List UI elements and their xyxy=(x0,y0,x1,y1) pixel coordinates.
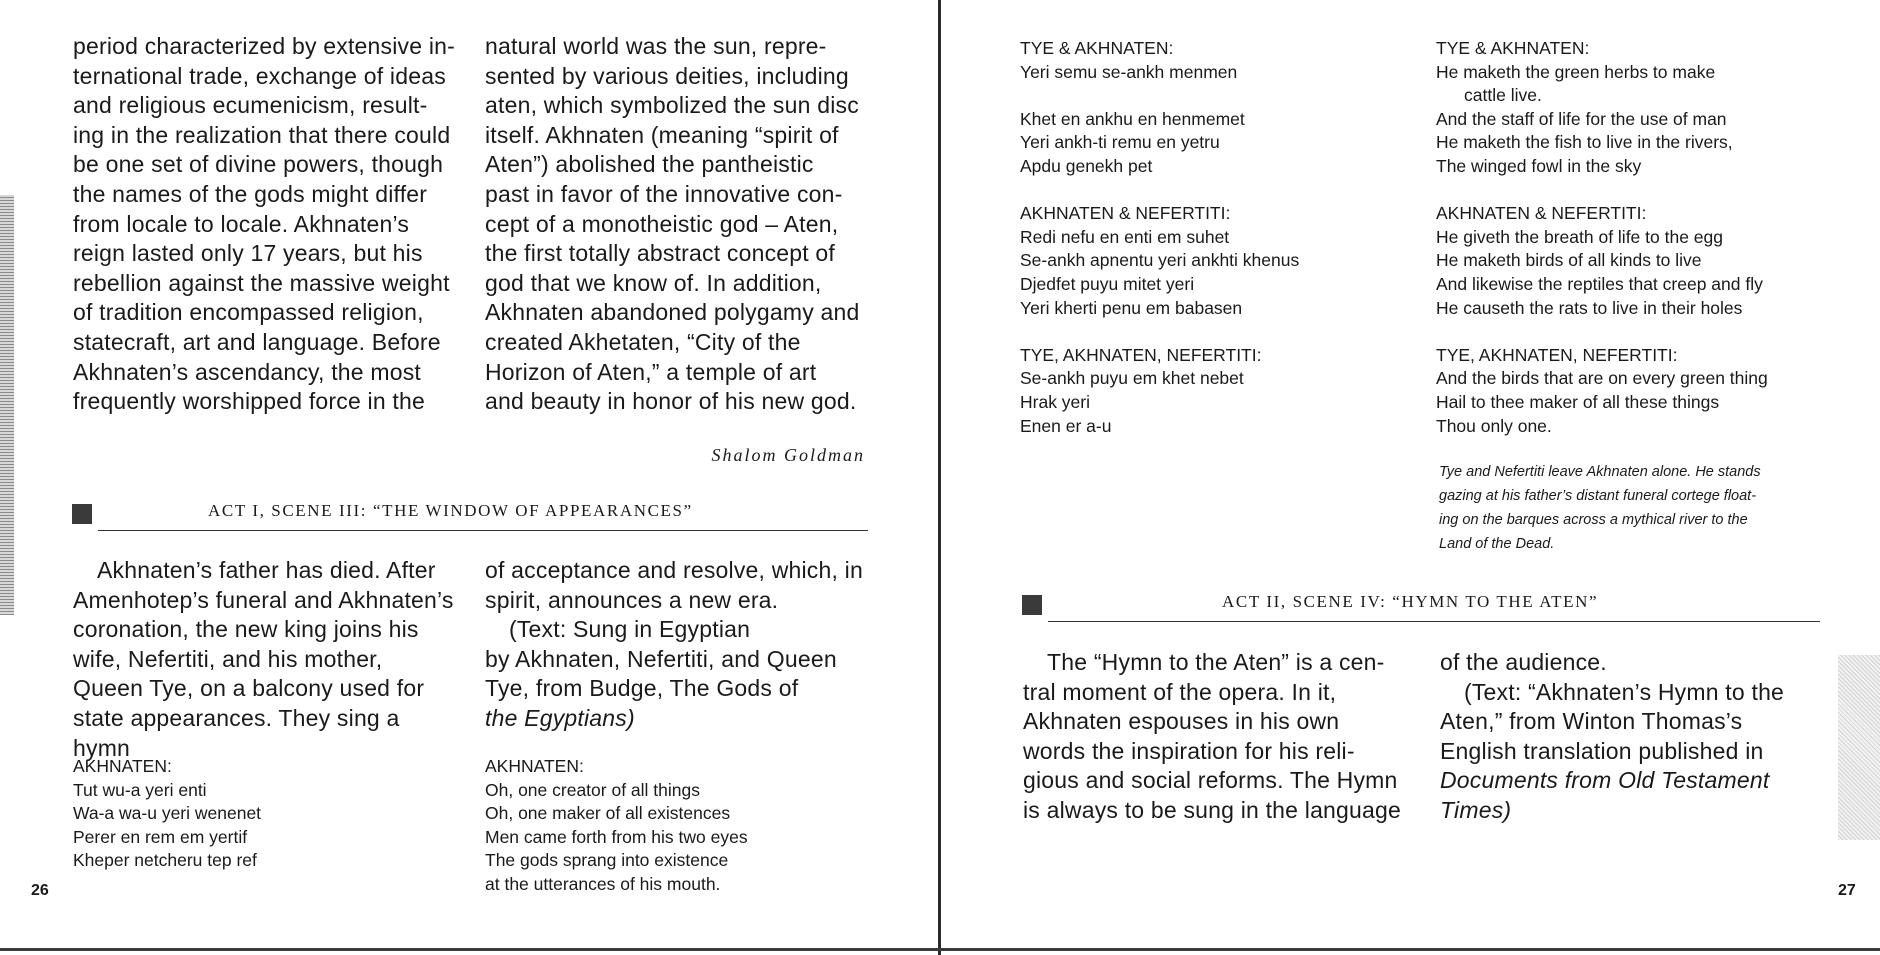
scene-heading xyxy=(72,497,868,531)
scene-rule xyxy=(98,530,868,531)
right-page xyxy=(940,0,1880,955)
lib-block xyxy=(1436,202,1836,320)
text-line: natural world was the sun, repre- xyxy=(485,33,827,59)
text-line: The “Hymn to the Aten” is a cen- xyxy=(1047,649,1385,675)
text-line: Times) xyxy=(1440,796,1512,823)
lyric-line: Thou only one. xyxy=(1436,415,1552,436)
lyric-line: Yeri kherti penu em babasen xyxy=(1020,297,1243,318)
scene-title: ACT I, SCENE III: “THE WINDOW OF APPEARANCES” xyxy=(208,501,693,520)
text-line: of acceptance and resolve, which, in xyxy=(485,557,863,583)
text-line: be one set of divine powers, though xyxy=(73,151,444,178)
scene-marker-square xyxy=(1022,595,1042,615)
text-line: coronation, the new king joins his xyxy=(73,616,419,643)
libretto-english xyxy=(485,755,869,897)
lyric-line: He maketh the green herbs to make xyxy=(1436,61,1716,82)
role-name: TYE & AKHNATEN: xyxy=(1436,38,1590,58)
text-line: Akhnaten abandoned polygamy and xyxy=(485,299,860,326)
scene-title: ACT II, SCENE IV: “HYMN TO THE ATEN” xyxy=(1222,592,1599,611)
lyric-line: The gods sprang into existence xyxy=(485,850,729,871)
text-line: frequently worshipped force in the xyxy=(73,388,426,415)
lyric-line: Redi nefu en enti em suhet xyxy=(1020,226,1230,247)
text-line: past in favor of the innovative con- xyxy=(485,180,843,207)
lyric-line: Se-ankh puyu em khet nebet xyxy=(1020,368,1244,389)
stage-line: Land of the Dead. xyxy=(1439,536,1555,552)
text-line: wife, Nefertiti, and his mother, xyxy=(73,645,383,672)
stage-line: Tye and Nefertiti leave Akhnaten alone. He stands xyxy=(1439,464,1761,480)
scan-edge-strip-right xyxy=(1838,655,1880,840)
text-line: ing in the realization that there could xyxy=(73,121,451,148)
lyric-line: Perer en rem em yertif xyxy=(73,826,248,847)
libretto-egyptian-right xyxy=(1020,37,1420,462)
text-line: period characterized by extensive in- xyxy=(73,33,455,59)
stage-line: gazing at his father’s distant funeral cortege float- xyxy=(1439,488,1757,504)
lyric-line: And the birds that are on every green thing xyxy=(1436,368,1768,389)
text-line: Aten,” from Winton Thomas’s xyxy=(1440,708,1743,735)
lib-block xyxy=(1436,37,1836,179)
text-line: of tradition encompassed religion, xyxy=(73,299,424,326)
text-line: state appearances. They sing a hymn xyxy=(73,704,400,761)
text-line: Aten”) abolished the pantheistic xyxy=(485,151,814,178)
right-col1-bottom xyxy=(1023,648,1423,826)
text-line: Amenhotep’s funeral and Akhnaten’s xyxy=(73,586,454,613)
libretto-english-right xyxy=(1436,37,1836,462)
text-line: Akhnaten’s father has died. After xyxy=(97,557,436,583)
text-line: the first totally abstract concept of xyxy=(485,240,836,267)
text-line: of the audience. xyxy=(1440,649,1607,675)
lyric-line: He causeth the rats to live in their holes xyxy=(1436,297,1743,318)
role-name: AKHNATEN: xyxy=(73,756,172,776)
lyric-line: Men came forth from his two eyes xyxy=(485,826,748,847)
lyric-line: at the utterances of his mouth. xyxy=(485,873,721,894)
lyric-line: He maketh the fish to live in the rivers, xyxy=(1436,132,1733,153)
role-name: AKHNATEN: xyxy=(485,756,584,776)
lyric-line: The winged fowl in the sky xyxy=(1436,155,1642,176)
lyric-line: Kheper netcheru tep ref xyxy=(73,850,257,871)
lyric-line: Se-ankh apnentu yeri ankhti khenus xyxy=(1020,250,1300,271)
text-line: statecraft, art and language. Before xyxy=(73,328,441,355)
role-name: TYE, AKHNATEN, NEFERTITI: xyxy=(1436,344,1678,365)
page-number: 26 xyxy=(31,882,49,899)
left-col1-top xyxy=(73,32,457,417)
text-line: by Akhnaten, Nefertiti, and Queen xyxy=(485,645,837,672)
lyric-line: Apdu genekh pet xyxy=(1020,155,1153,176)
left-col2-top xyxy=(485,32,869,417)
role-name: AKHNATEN & NEFERTITI: xyxy=(1436,203,1647,224)
role-name: AKHNATEN & NEFERTITI: xyxy=(1020,203,1231,224)
role-name: TYE, AKHNATEN, NEFERTITI: xyxy=(1020,344,1262,365)
left-col2-mid xyxy=(485,556,869,734)
text-line: Akhnaten’s ascendancy, the most xyxy=(73,358,421,385)
text-line: (Text: Sung in Egyptian xyxy=(509,616,751,643)
lyric-line: cattle live. xyxy=(1464,85,1542,106)
lyric-line: Yeri ankh-ti remu en yetru xyxy=(1020,132,1220,153)
text-line: and religious ecumenicism, result- xyxy=(73,92,428,119)
text-line: gious and social reforms. The Hymn xyxy=(1023,767,1398,794)
text-line: is always to be sung in the language xyxy=(1023,796,1402,823)
text-line: itself. Akhnaten (meaning “spirit of xyxy=(485,121,839,148)
text-line: English translation published in xyxy=(1440,737,1764,764)
lyric-line: And likewise the reptiles that creep and fly xyxy=(1436,273,1763,294)
text-line: words the inspiration for his reli- xyxy=(1023,737,1355,764)
libretto-egyptian xyxy=(73,755,457,873)
text-line: from locale to locale. Akhnaten’s xyxy=(73,210,410,237)
text-line: ternational trade, exchange of ideas xyxy=(73,62,446,89)
text-line: (Text: “Akhnaten’s Hymn to the xyxy=(1464,678,1785,705)
text-line: cept of a monotheistic god – Aten, xyxy=(485,210,839,237)
stage-line: ing on the barques across a mythical river to the xyxy=(1439,512,1748,528)
scene-marker-square xyxy=(72,504,92,524)
lyric-line: Wa-a wa-u yeri wenenet xyxy=(73,803,262,824)
text-line: Horizon of Aten,” a temple of art xyxy=(485,358,817,385)
scan-edge-strip xyxy=(0,195,14,615)
lyric-line: Hail to thee maker of all these things xyxy=(1436,391,1720,412)
lib-block xyxy=(1020,202,1420,320)
author-signature: Shalom Goldman xyxy=(711,445,865,465)
lyric-line: Enen er a-u xyxy=(1020,415,1112,436)
text-line: Akhnaten espouses in his own xyxy=(1023,708,1340,735)
stage-direction xyxy=(1439,460,1839,556)
lyric-line: Oh, one creator of all things xyxy=(485,779,700,800)
text-line: and beauty in honor of his new god. xyxy=(485,388,857,415)
scene-rule xyxy=(1048,621,1820,622)
text-line: Tye, from Budge, The Gods of xyxy=(485,675,799,702)
text-line: rebellion against the massive weight xyxy=(73,269,450,296)
text-line: created Akhetaten, “City of the xyxy=(485,328,801,355)
lyric-line: Oh, one maker of all existences xyxy=(485,803,731,824)
text-line: aten, which symbolized the sun disc xyxy=(485,92,859,119)
text-line: reign lasted only 17 years, but his xyxy=(73,240,423,267)
lib-block xyxy=(1020,344,1420,438)
text-line: the names of the gods might differ xyxy=(73,180,428,207)
lyric-line: Khet en ankhu en henmemet xyxy=(1020,108,1245,129)
lyric-line: And the staff of life for the use of man xyxy=(1436,108,1727,129)
page-bottom-edge xyxy=(0,948,1880,951)
text-line: spirit, announces a new era. xyxy=(485,586,779,613)
lib-block xyxy=(1436,344,1836,438)
lib-block xyxy=(1020,108,1420,179)
text-line: god that we know of. In addition, xyxy=(485,269,822,296)
left-col1-mid xyxy=(73,556,457,763)
text-line: the Egyptians) xyxy=(485,704,635,731)
right-col2-bottom xyxy=(1440,648,1840,826)
lib-block xyxy=(1020,37,1420,84)
scene-heading xyxy=(1022,588,1820,622)
lyric-line: Yeri semu se-ankh menmen xyxy=(1020,61,1238,82)
lyric-line: Hrak yeri xyxy=(1020,391,1091,412)
text-line: tral moment of the opera. In it, xyxy=(1023,678,1337,705)
lyric-line: Tut wu-a yeri enti xyxy=(73,779,207,800)
lyric-line: He giveth the breath of life to the egg xyxy=(1436,226,1723,247)
lyric-line: He maketh birds of all kinds to live xyxy=(1436,250,1702,271)
page-number: 27 xyxy=(1838,882,1856,899)
text-line: sented by various deities, including xyxy=(485,62,849,89)
role-name: TYE & AKHNATEN: xyxy=(1020,38,1174,58)
lyric-line: Djedfet puyu mitet yeri xyxy=(1020,273,1195,294)
text-line: Queen Tye, on a balcony used for xyxy=(73,675,425,702)
text-line: Documents from Old Testament xyxy=(1440,767,1770,794)
